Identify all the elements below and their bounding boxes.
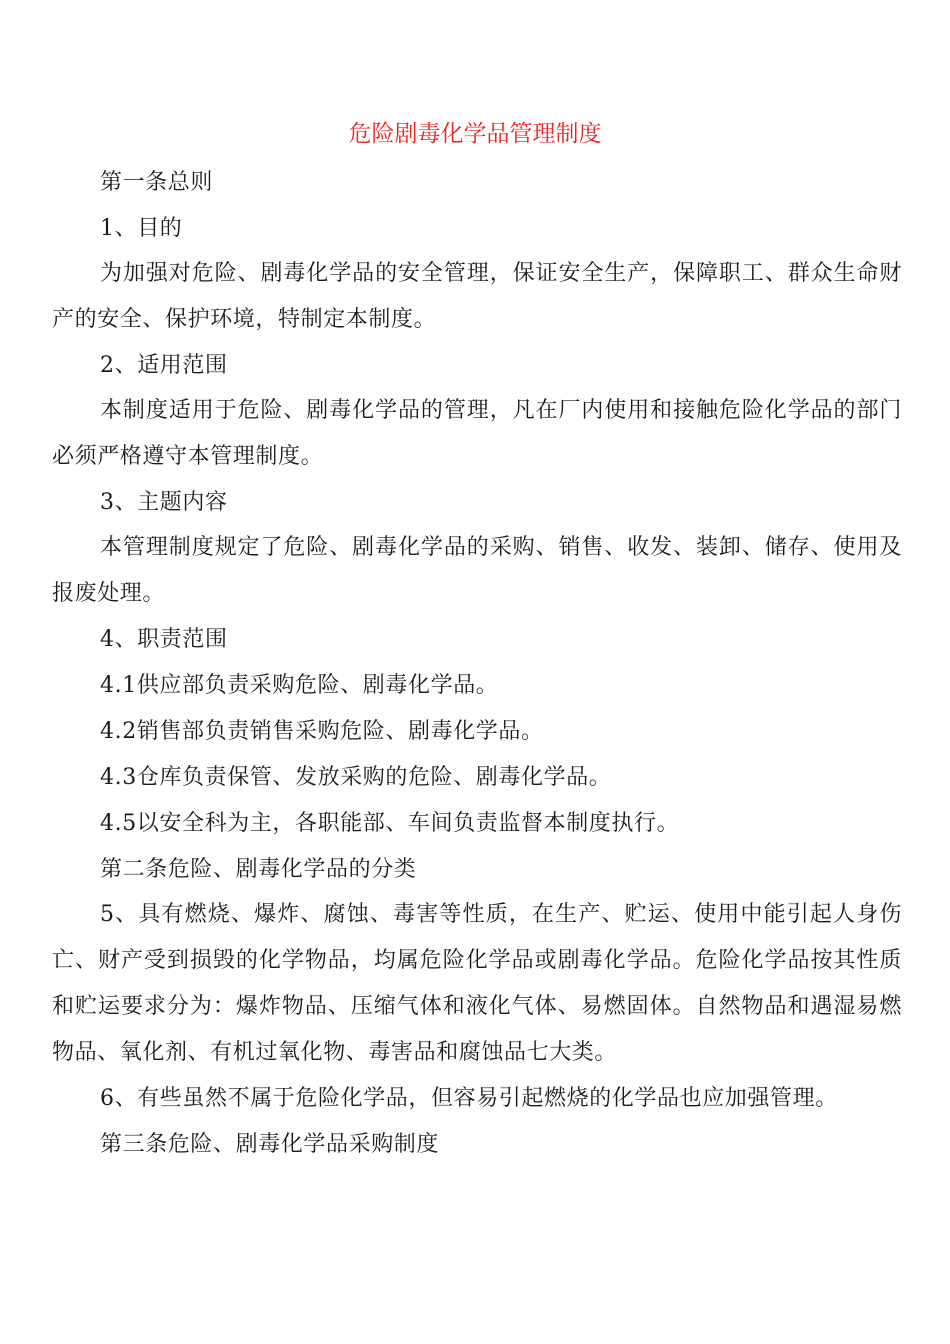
document-body: [52, 165, 902, 1173]
paragraph: 6、有些虽然不属于危险化学品，但容易引起燃烧的化学品也应加强管理。: [100, 1086, 838, 1111]
list-item: 4.5以安全科为主，各职能部、车间负责监督本制度执行。: [100, 811, 680, 836]
subsection-heading: 2、适用范围: [100, 353, 228, 378]
paragraph: 本管理制度规定了危险、剧毒化学品的采购、销售、收发、装卸、储存、使用及报废处理。: [52, 535, 902, 606]
section-heading: 第三条危险、剧毒化学品采购制度: [100, 1132, 440, 1157]
list-item: 4.1供应部负责采购危险、剧毒化学品。: [100, 673, 499, 698]
paragraph: 本制度适用于危险、剧毒化学品的管理，凡在厂内使用和接触危险化学品的部门必须严格遵守本管理制度。: [52, 398, 902, 469]
section-heading: 第一条总则: [100, 170, 214, 195]
section-heading: 第二条危险、剧毒化学品的分类: [100, 857, 417, 882]
document-title: 危险剧毒化学品管理制度: [348, 121, 602, 147]
list-item: 4.3仓库负责保管、发放采购的危险、剧毒化学品。: [100, 765, 612, 790]
list-item: 4.2销售部负责销售采购危险、剧毒化学品。: [100, 719, 544, 744]
paragraph: 为加强对危险、剧毒化学品的安全管理，保证安全生产，保障职工、群众生命财产的安全、保护环境，特制定本制度。: [52, 261, 902, 332]
subsection-heading: 4、职责范围: [100, 627, 228, 652]
subsection-heading: 1、目的: [100, 216, 183, 241]
paragraph: 5、具有燃烧、爆炸、腐蚀、毒害等性质，在生产、贮运、使用中能引起人身伤亡、财产受到损毁的化学物品，均属危险化学品或剧毒化学品。危险化学品按其性质和贮运要求分为：爆炸物品、压缩气体和液化气体、易燃固体。自然物品和遇湿易燃物品、氧化剂、有机过氧化物、毒害品和腐蚀品七大类。: [52, 902, 902, 1065]
subsection-heading: 3、主题内容: [100, 490, 228, 515]
